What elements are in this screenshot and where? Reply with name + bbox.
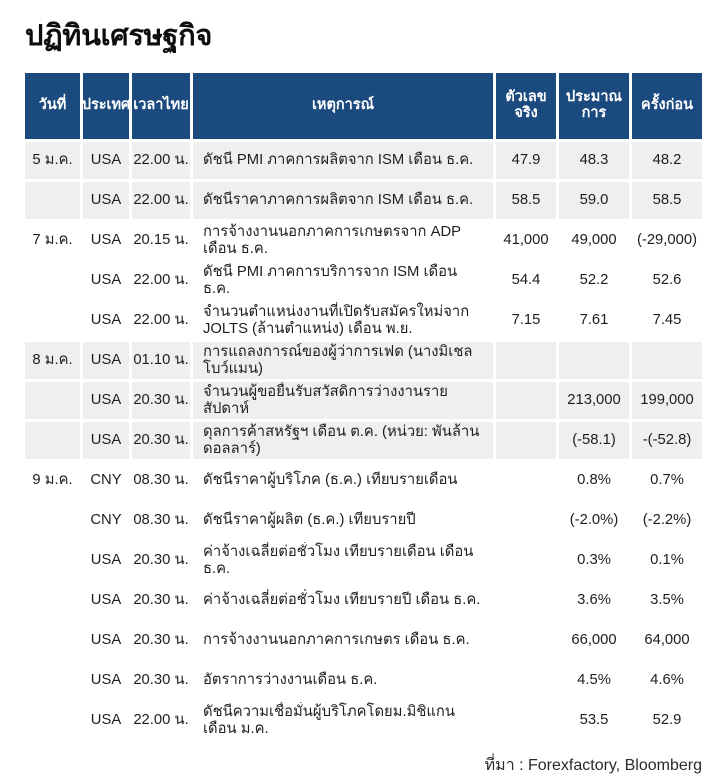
cell-time: 20.30 น. (132, 382, 190, 419)
page-title: ปฏิทินเศรษฐกิจ (25, 20, 213, 52)
cell-country: USA (90, 632, 122, 649)
cell-actual (496, 422, 556, 459)
cell-previous: 64,000 (644, 632, 690, 649)
cell-actual (496, 622, 556, 659)
cell-time: 22.00 น. (133, 712, 189, 729)
cell-forecast: 49,000 (571, 232, 617, 249)
cell-actual (496, 582, 556, 619)
cell-forecast: 213,000 (559, 382, 629, 419)
cell-event: การจ้างงานนอกภาคการเกษตรจาก ADP เดือน ธ.ค. (203, 223, 461, 257)
cell-event: ดัชนี PMI ภาคการผลิตจาก ISM เดือน ธ.ค. (193, 142, 493, 179)
cell-actual: 41,000 (503, 232, 549, 249)
col-header-date: วันที่ (25, 73, 80, 139)
table-row (25, 182, 702, 219)
cell-forecast: 52.2 (579, 272, 609, 289)
cell-event: ดัชนีราคาภาคการผลิตจาก ISM เดือน ธ.ค. (193, 182, 493, 219)
cell-previous: 4.6% (650, 672, 684, 689)
cell-time: 08.30 น. (133, 472, 189, 489)
cell-date: 9 ม.ค. (32, 472, 73, 489)
cell-event: อัตราการว่างงานเดือน ธ.ค. (203, 672, 378, 689)
cell-time: 20.15 น. (133, 232, 189, 249)
cell-country: USA (83, 182, 129, 219)
cell-date (25, 582, 80, 619)
col-header-event: เหตุการณ์ (193, 73, 493, 139)
cell-time: 22.00 น. (133, 272, 189, 289)
cell-country: USA (90, 232, 122, 249)
cell-previous: 52.9 (652, 712, 682, 729)
cell-country: USA (90, 312, 122, 329)
cell-previous: 52.6 (652, 272, 682, 289)
cell-date: 5 ม.ค. (25, 142, 80, 179)
table-row (25, 222, 702, 259)
cell-actual (496, 502, 556, 539)
cell-forecast: 0.3% (577, 552, 611, 569)
cell-forecast: 0.8% (577, 472, 611, 489)
table-row (25, 662, 702, 699)
cell-previous: 0.7% (650, 472, 684, 489)
cell-time: 20.30 น. (133, 632, 189, 649)
cell-time: 20.30 น. (133, 552, 189, 569)
cell-date (25, 662, 80, 699)
cell-country: USA (83, 342, 129, 379)
cell-country: USA (90, 552, 122, 569)
cell-actual: 47.9 (496, 142, 556, 179)
cell-date (25, 502, 80, 539)
cell-country: CNY (90, 472, 122, 489)
cell-previous: (-29,000) (636, 232, 698, 249)
cell-event: ดุลการค้าสหรัฐฯ เดือน ต.ค. (หน่วย: พันล้านดอลลาร์) (193, 422, 493, 459)
cell-previous: 58.5 (632, 182, 702, 219)
cell-forecast: 7.61 (579, 312, 609, 329)
cell-event: ดัชนี PMI ภาคการบริการจาก ISM เดือน ธ.ค. (203, 263, 458, 297)
cell-actual: 54.4 (511, 272, 541, 289)
col-header-country: ประเทศ (83, 73, 129, 139)
source-note: ที่มา : Forexfactory, Bloomberg (484, 757, 702, 774)
cell-forecast: 53.5 (579, 712, 609, 729)
cell-previous: 3.5% (650, 592, 684, 609)
cell-forecast: 48.3 (559, 142, 629, 179)
cell-forecast: 3.6% (577, 592, 611, 609)
cell-time: 22.00 น. (133, 312, 189, 329)
cell-country: CNY (90, 512, 122, 529)
table-row (25, 462, 702, 499)
cell-country: USA (90, 592, 122, 609)
cell-actual (496, 542, 556, 579)
cell-country: USA (90, 712, 122, 729)
cell-date: 7 ม.ค. (32, 232, 73, 249)
cell-forecast: 59.0 (559, 182, 629, 219)
cell-date (25, 422, 80, 459)
cell-actual (496, 462, 556, 499)
cell-time: 22.00 น. (132, 182, 190, 219)
cell-time: 08.30 น. (133, 512, 189, 529)
cell-time: 20.30 น. (132, 422, 190, 459)
cell-previous: 0.1% (650, 552, 684, 569)
table-row (25, 582, 702, 619)
table-row (25, 422, 702, 459)
cell-event: การแถลงการณ์ของผู้ว่าการเฟด (นางมิเชล โบว์แมน) (193, 342, 493, 379)
cell-event: จำนวนตำแหน่งงานที่เปิดรับสมัครใหม่จาก JOLTS (ล้านตำแหน่ง) เดือน พ.ย. (203, 303, 470, 337)
cell-country: USA (90, 272, 122, 289)
col-header-time: เวลาไทย (132, 73, 190, 139)
table-row (25, 262, 702, 299)
cell-forecast: (-2.0%) (569, 512, 619, 529)
cell-forecast: 66,000 (571, 632, 617, 649)
cell-event: ค่าจ้างเฉลี่ยต่อชั่วโมง เทียบรายเดือน เดือน ธ.ค. (203, 543, 474, 577)
cell-previous: 7.45 (652, 312, 682, 329)
cell-time: 20.30 น. (133, 592, 189, 609)
table-row (25, 342, 702, 379)
cell-previous: (-2.2%) (642, 512, 692, 529)
table-row (25, 142, 702, 179)
table-row (25, 382, 702, 419)
cell-event: จำนวนผู้ขอยื่นรับสวัสดิการว่างงานรายสัปดาห์ (193, 382, 493, 419)
cell-country: USA (83, 422, 129, 459)
cell-event: ดัชนีความเชื่อมั่นผู้บริโภคโดยม.มิชิแกน เดือน ม.ค. (203, 703, 456, 737)
cell-actual: 58.5 (496, 182, 556, 219)
cell-actual: 7.15 (511, 312, 541, 329)
cell-date (25, 302, 80, 339)
table-header-row (25, 73, 702, 139)
cell-previous: 199,000 (632, 382, 702, 419)
cell-actual (496, 342, 556, 379)
cell-forecast: (-58.1) (559, 422, 629, 459)
cell-actual (496, 662, 556, 699)
cell-previous: 48.2 (632, 142, 702, 179)
cell-previous: -(-52.8) (632, 422, 702, 459)
table-row (25, 302, 702, 339)
cell-time: 22.00 น. (132, 142, 190, 179)
cell-forecast (559, 342, 629, 379)
cell-time: 01.10 น. (132, 342, 190, 379)
cell-country: USA (83, 382, 129, 419)
table-row (25, 542, 702, 579)
cell-forecast: 4.5% (577, 672, 611, 689)
col-header-forecast: ประมาณการ (559, 73, 629, 139)
cell-country: USA (83, 142, 129, 179)
col-header-previous: ครั้งก่อน (632, 73, 702, 139)
economic-calendar-table (25, 73, 702, 739)
cell-date (25, 262, 80, 299)
cell-event: การจ้างงานนอกภาคการเกษตร เดือน ธ.ค. (203, 632, 470, 649)
cell-event: ดัชนีราคาผู้บริโภค (ธ.ค.) เทียบรายเดือน (203, 472, 458, 489)
cell-event: ดัชนีราคาผู้ผลิต (ธ.ค.) เทียบรายปี (203, 512, 416, 529)
col-header-actual: ตัวเลขจริง (496, 73, 556, 139)
cell-time: 20.30 น. (133, 672, 189, 689)
cell-date (25, 702, 80, 739)
cell-actual (496, 382, 556, 419)
cell-date: 8 ม.ค. (25, 342, 80, 379)
table-row (25, 622, 702, 659)
cell-previous (632, 342, 702, 379)
cell-event: ค่าจ้างเฉลี่ยต่อชั่วโมง เทียบรายปี เดือน ธ.ค. (203, 592, 481, 609)
table-row (25, 502, 702, 539)
cell-date (25, 382, 80, 419)
cell-country: USA (90, 672, 122, 689)
cell-date (25, 542, 80, 579)
cell-date (25, 622, 80, 659)
cell-actual (496, 702, 556, 739)
cell-date (25, 182, 80, 219)
table-row (25, 702, 702, 739)
